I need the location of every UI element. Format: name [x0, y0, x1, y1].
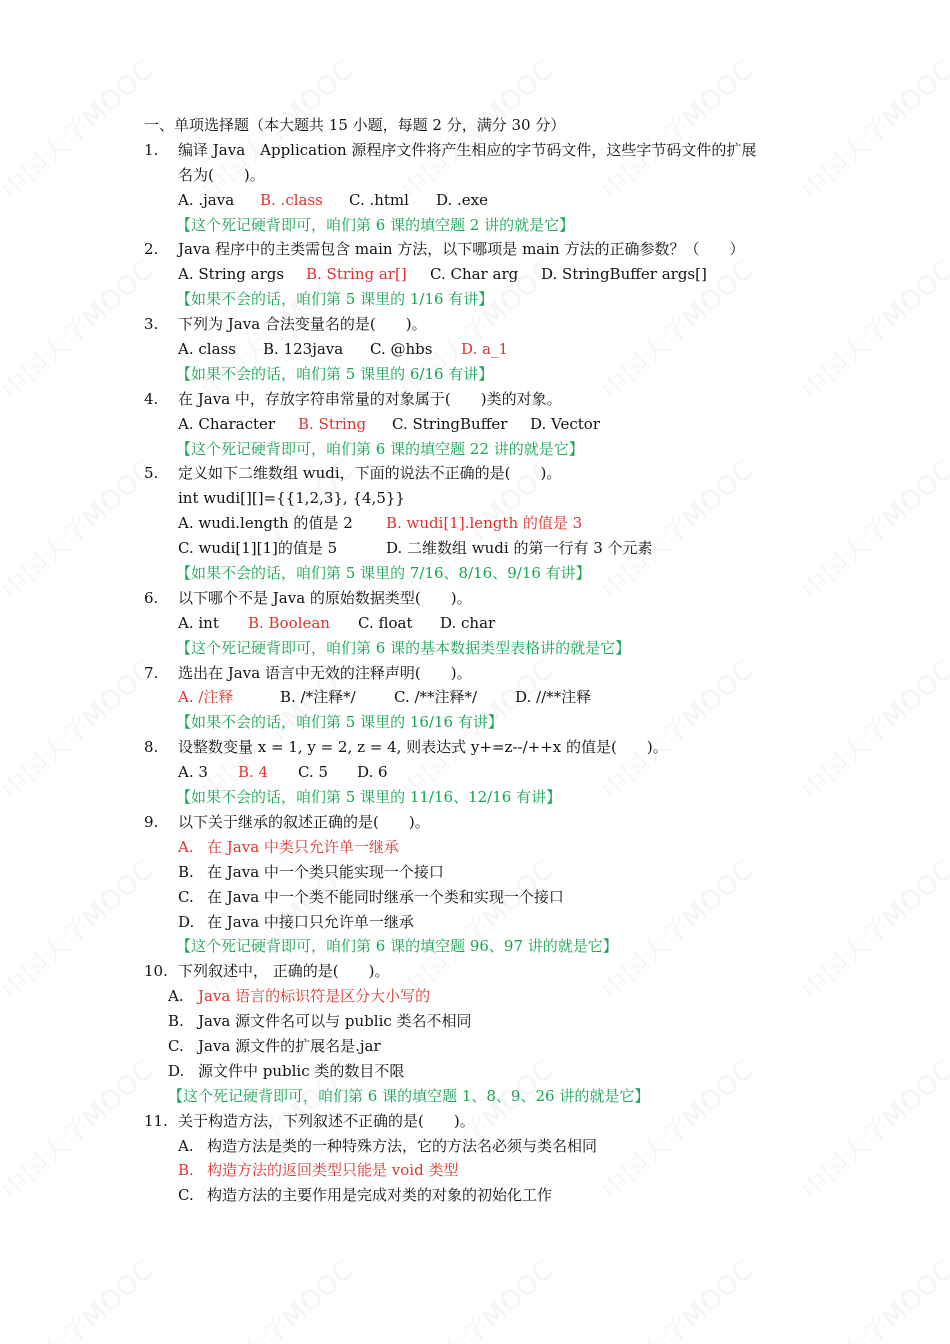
question-text: 编译 Java Application 源程序文件将产生相应的字节码文件，这些字节码文件的扩展 [178, 140, 757, 159]
question-text: 下列为 Java 合法变量名的是( )。 [178, 315, 427, 334]
hint-text: 【如果不会的话，咱们第 5 课里的 11/16、12/16 有讲】 [176, 788, 562, 807]
question-number: 4. [144, 389, 159, 408]
option-a: A. String args [178, 265, 285, 284]
question-text: Java 程序中的主类需包含 main 方法，以下哪项是 main 方法的正确参数？（ ） [178, 240, 745, 259]
option-d: D. char [440, 613, 496, 632]
hint-line [0, 287, 950, 312]
option-a: A. class [178, 340, 236, 359]
hint-line [0, 636, 950, 661]
option-d: D. StringBuffer args[] [541, 265, 707, 284]
hint-text: 【这个死记硬背即可，咱们第 6 课的基本数据类型表格讲的就是它】 [176, 638, 631, 657]
sub-option-text: 构造方法是类的一种特殊方法，它的方法名必须与类名相同 [207, 1136, 598, 1155]
option-d: D. .exe [436, 190, 489, 209]
question-text: 关于构造方法，下列叙述不正确的是( )。 [178, 1111, 475, 1130]
option-c: C. float [358, 613, 413, 632]
option-a: A. .java [178, 190, 235, 209]
watermark-text [592, 1250, 761, 1344]
question-text: 下列叙述中， 正确的是( )。 [178, 962, 390, 981]
options-row [0, 760, 950, 785]
question-text: 以下哪个不是 Java 的原始数据类型( )。 [178, 588, 472, 607]
options-row [0, 511, 950, 536]
sub-option-text: Java 源文件名可以与 public 类名不相同 [198, 1012, 472, 1031]
code-line [0, 486, 950, 511]
sub-option-letter: D. [168, 1061, 185, 1080]
options-row [0, 685, 950, 710]
hint-line [0, 561, 950, 586]
document-body [0, 113, 950, 1208]
code-snippet: int wudi[][]={{1,2,3}, {4,5}} [178, 489, 405, 508]
question-1-text-cont [0, 163, 950, 188]
sub-option-letter: B. [178, 862, 194, 881]
hint-line [0, 710, 950, 735]
options-row [0, 536, 950, 561]
question-text: 设整数变量 x = 1, y = 2, z = 4, 则表达式 y+=z--/++x 的值是( )。 [178, 738, 668, 757]
question-number: 2. [144, 240, 159, 259]
sub-option-a [0, 1134, 950, 1159]
sub-option-letter: C. [178, 887, 194, 906]
question-text: 以下关于继承的叙述正确的是( )。 [178, 812, 430, 831]
question-6 [0, 586, 950, 611]
hint-line [0, 437, 950, 462]
sub-option-text: 在 Java 中类只允许单一继承 [207, 837, 399, 856]
option-b-answer: B. String [298, 414, 367, 433]
section-title: 一、单项选择题（本大题共 15 小题，每题 2 分，满分 30 分） [144, 116, 566, 134]
option-a: A. Character [178, 414, 276, 433]
hint-line [0, 1084, 950, 1109]
option-c: C. Char arg [430, 265, 519, 284]
hint-text: 【这个死记硬背即可，咱们第 6 课的填空题 1、8、9、26 讲的就是它】 [168, 1086, 650, 1105]
hint-line [0, 362, 950, 387]
question-2 [0, 237, 950, 262]
options-row [0, 262, 950, 287]
question-number: 8. [144, 738, 159, 757]
question-number: 1. [144, 140, 159, 159]
sub-option-c [0, 1034, 950, 1059]
sub-option-c [0, 1183, 950, 1208]
sub-option-letter: B. [168, 1012, 184, 1031]
option-d: D. //**注释 [515, 688, 592, 707]
sub-option-d [0, 910, 950, 935]
question-5 [0, 461, 950, 486]
option-b: B. /*注释*/ [280, 688, 356, 707]
sub-option-letter: B. [178, 1161, 194, 1180]
sub-option-b [0, 860, 950, 885]
option-a: A. 3 [178, 763, 208, 782]
question-4 [0, 387, 950, 412]
question-3 [0, 312, 950, 337]
options-row [0, 188, 950, 213]
question-text: 名为( )。 [178, 165, 265, 184]
question-text: 定义如下二维数组 wudi，下面的说法不正确的是( )。 [178, 464, 562, 483]
option-b: B. 123java [263, 340, 344, 359]
option-d: D. Vector [530, 414, 600, 433]
hint-text: 【这个死记硬背即可，咱们第 6 课的填空题 96、97 讲的就是它】 [176, 937, 618, 956]
option-c: C. @hbs [370, 340, 433, 359]
sub-option-letter: C. [168, 1036, 184, 1055]
option-d: D. 二维数组 wudi 的第一行有 3 个元素 [386, 539, 653, 558]
watermark-text [792, 1250, 950, 1344]
option-b-answer: B. String ar[] [306, 265, 407, 284]
question-1 [0, 138, 950, 163]
sub-option-letter: A. [178, 837, 194, 856]
option-a: A. int [178, 613, 219, 632]
hint-text: 【如果不会的话，咱们第 5 课里的 6/16 有讲】 [176, 364, 494, 383]
question-8 [0, 735, 950, 760]
option-d-answer: D. a_1 [461, 340, 509, 359]
option-a: A. wudi.length 的值是 2 [178, 514, 353, 533]
sub-option-letter: A. [178, 1136, 194, 1155]
question-number: 5. [144, 464, 159, 483]
sub-option-text: Java 源文件的扩展名是.jar [198, 1036, 381, 1055]
option-b-answer: B. .class [260, 190, 323, 209]
watermark-text [192, 1250, 361, 1344]
question-number: 7. [144, 663, 159, 682]
watermark-text [0, 1250, 161, 1344]
sub-option-b-answer [0, 1158, 950, 1183]
hint-text: 【如果不会的话，咱们第 5 课里的 7/16、8/16、9/16 有讲】 [176, 564, 591, 583]
question-11 [0, 1109, 950, 1134]
sub-option-text: 构造方法的返回类型只能是 void 类型 [207, 1161, 459, 1180]
options-row [0, 412, 950, 437]
option-b-answer: B. Boolean [248, 613, 330, 632]
sub-option-c [0, 885, 950, 910]
sub-option-d [0, 1059, 950, 1084]
question-number: 9. [144, 812, 159, 831]
hint-line [0, 213, 950, 238]
question-text: 选出在 Java 语言中无效的注释声明( )。 [178, 663, 472, 682]
options-row [0, 611, 950, 636]
options-row [0, 337, 950, 362]
question-text: 在 Java 中，存放字符串常量的对象属于( )类的对象。 [178, 389, 562, 408]
sub-option-text: 源文件中 public 类的数目不限 [198, 1061, 405, 1080]
question-9 [0, 810, 950, 835]
sub-option-text: Java 语言的标识符是区分大小写的 [198, 987, 431, 1006]
sub-option-letter: A. [168, 987, 184, 1006]
hint-text: 【如果不会的话，咱们第 5 课里的 16/16 有讲】 [176, 713, 503, 732]
option-c: C. StringBuffer [392, 414, 508, 433]
question-7 [0, 661, 950, 686]
option-d: D. 6 [357, 763, 388, 782]
sub-option-text: 在 Java 中一个类只能实现一个接口 [207, 862, 444, 881]
option-b-answer: B. 4 [238, 763, 269, 782]
question-10 [0, 959, 950, 984]
hint-text: 【如果不会的话，咱们第 5 课里的 1/16 有讲】 [176, 290, 494, 309]
question-number: 11. [144, 1111, 168, 1130]
sub-option-letter: D. [178, 912, 195, 931]
hint-text: 【这个死记硬背即可，咱们第 6 课的填空题 22 讲的就是它】 [176, 439, 584, 458]
option-c: C. wudi[1][1]的值是 5 [178, 539, 338, 558]
question-number: 10. [144, 962, 168, 981]
sub-option-text: 构造方法的主要作用是完成对类的对象的初始化工作 [207, 1186, 553, 1205]
option-c: C. .html [349, 190, 409, 209]
hint-line [0, 934, 950, 959]
sub-option-letter: C. [178, 1186, 194, 1205]
option-c: C. 5 [298, 763, 329, 782]
sub-option-a-answer [0, 835, 950, 860]
hint-line [0, 785, 950, 810]
sub-option-b [0, 1009, 950, 1034]
question-number: 3. [144, 315, 159, 334]
question-number: 6. [144, 588, 159, 607]
option-a-answer: A. /注释 [178, 688, 234, 707]
sub-option-text: 在 Java 中接口只允许单一继承 [207, 912, 414, 931]
sub-option-a-answer [0, 984, 950, 1009]
option-c: C. /**注释*/ [394, 688, 478, 707]
option-b-answer: B. wudi[1].length 的值是 3 [386, 514, 583, 533]
hint-text: 【这个死记硬背即可，咱们第 6 课的填空题 2 讲的就是它】 [176, 215, 575, 234]
sub-option-text: 在 Java 中一个类不能同时继承一个类和实现一个接口 [207, 887, 564, 906]
watermark-text [392, 1250, 561, 1344]
